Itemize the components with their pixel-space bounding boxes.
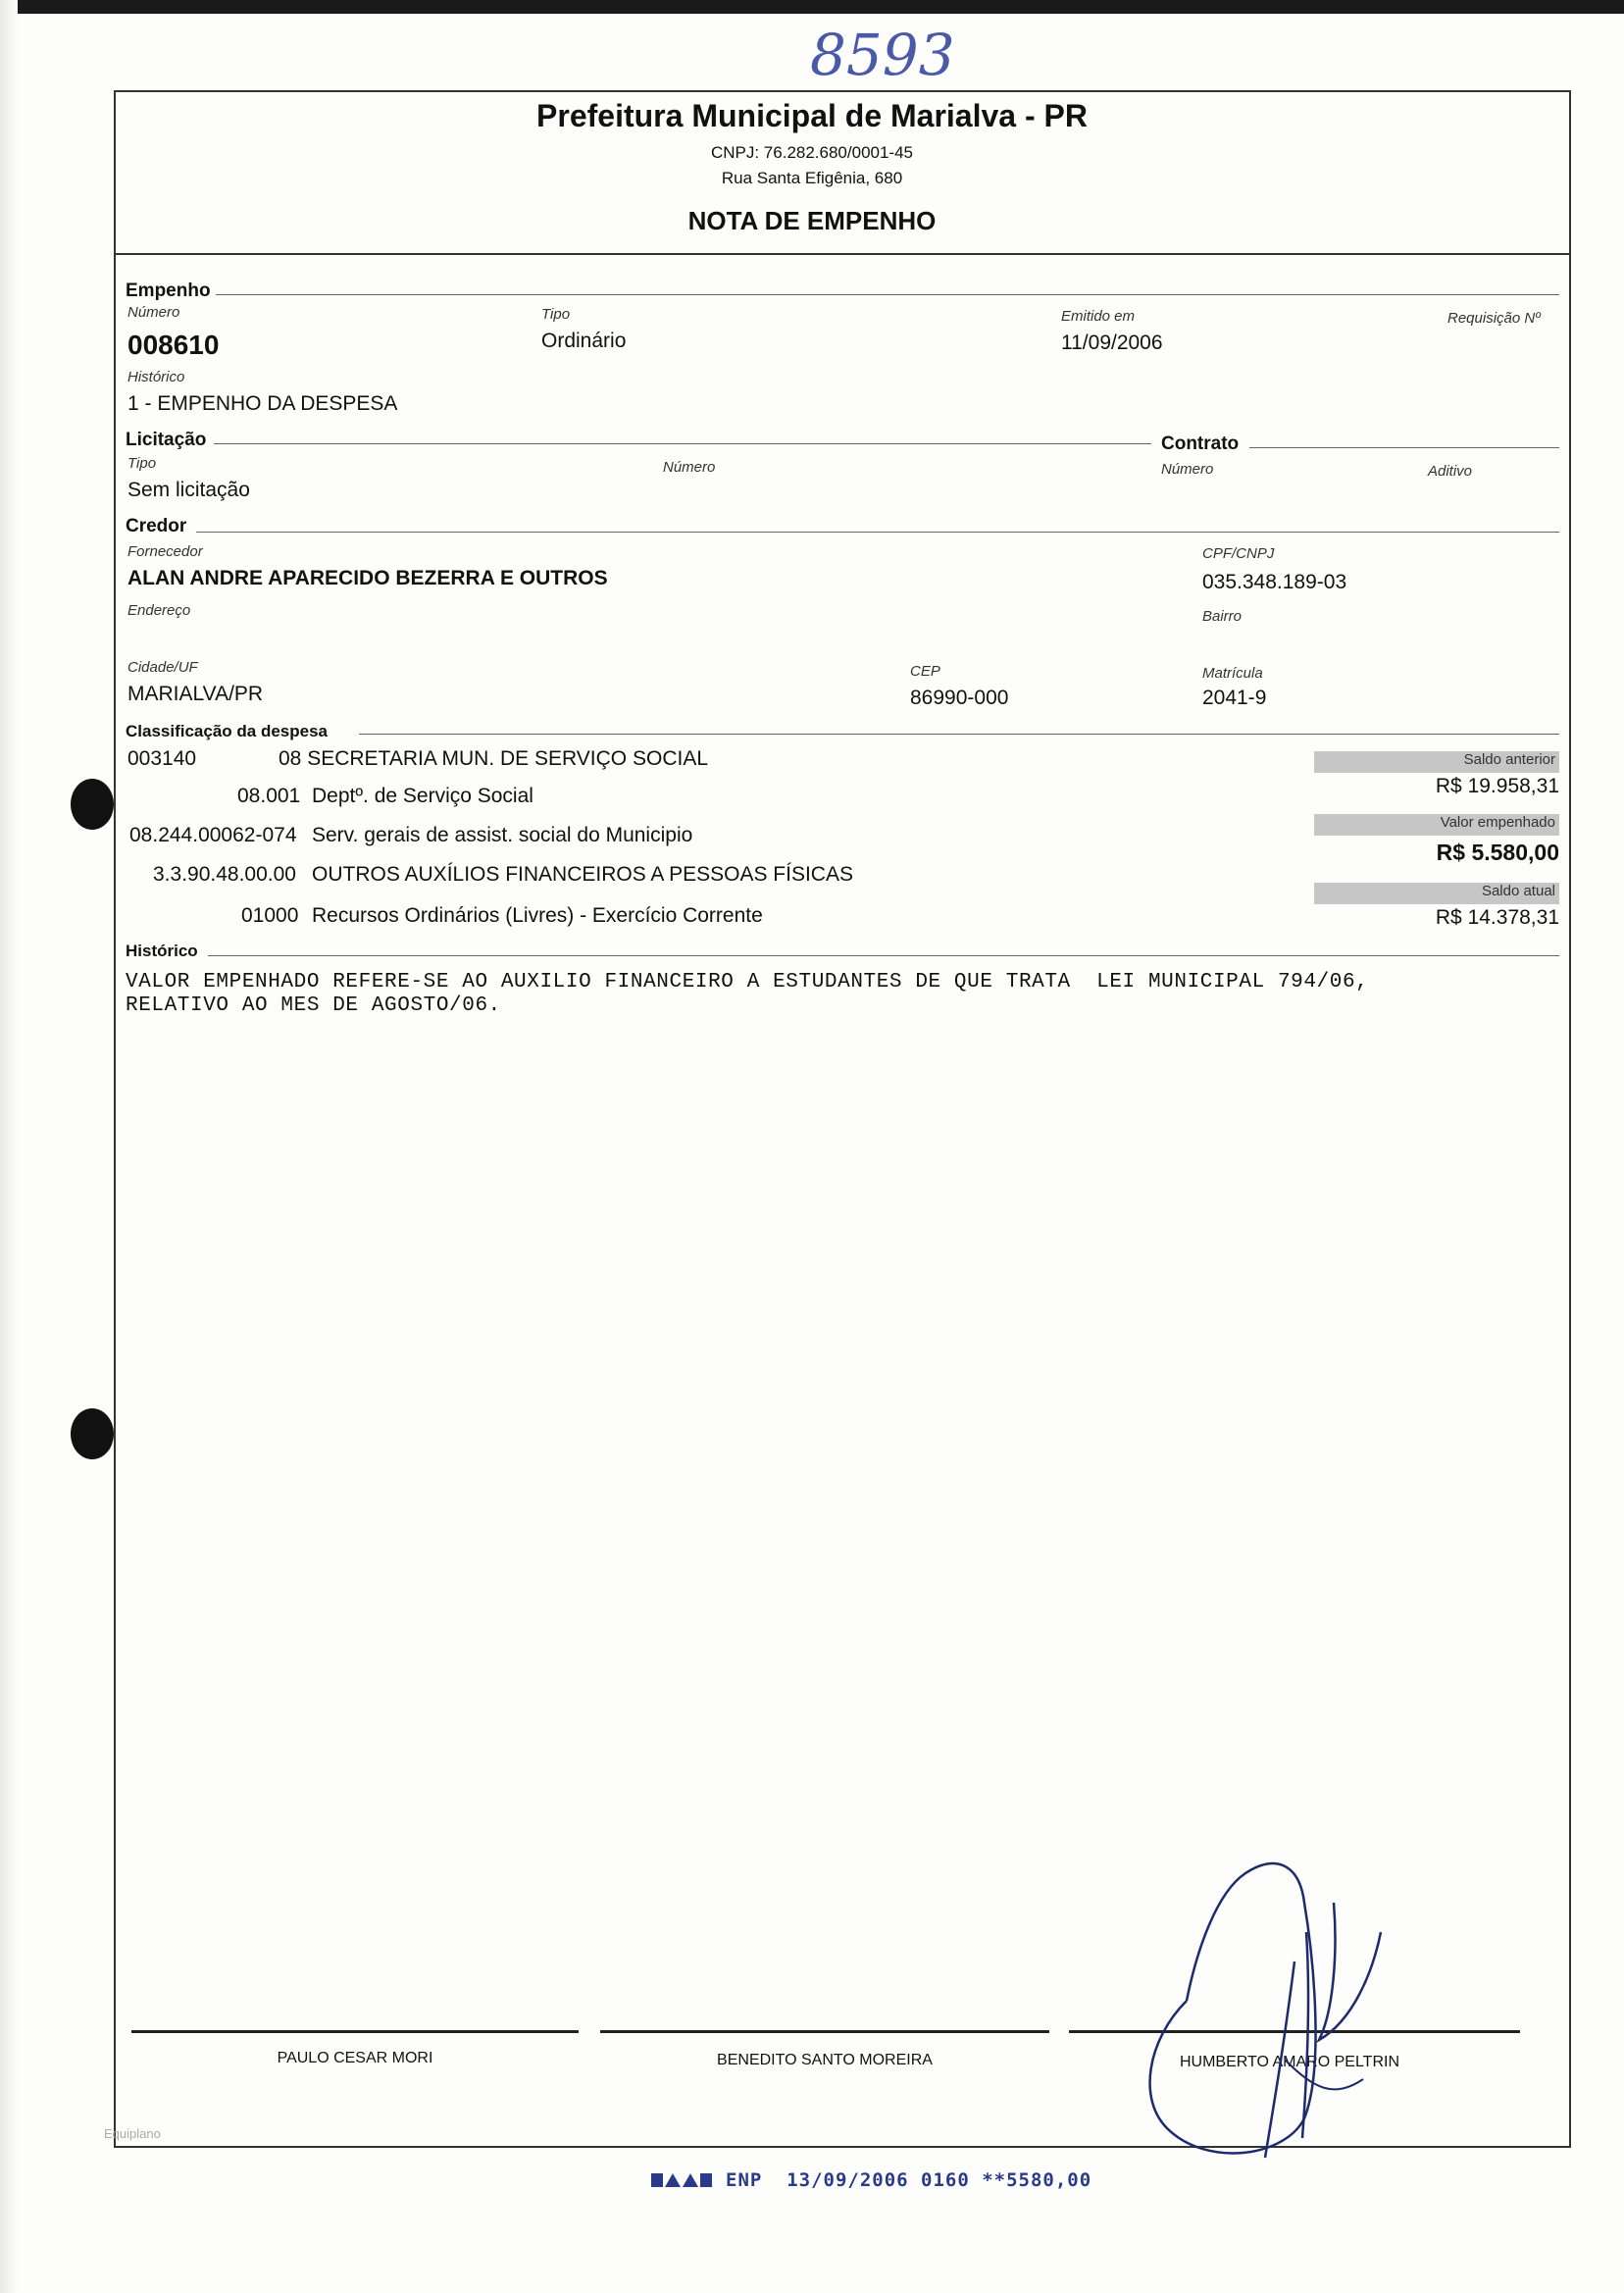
contrato-numero-label: Número bbox=[1161, 461, 1214, 478]
class-text: OUTROS AUXÍLIOS FINANCEIROS A PESSOAS FÍSICAS bbox=[312, 863, 853, 886]
signature-line bbox=[131, 2030, 579, 2033]
matricula: 2041-9 bbox=[1202, 687, 1267, 709]
class-text: Recursos Ordinários (Livres) - Exercício Corrente bbox=[312, 904, 763, 927]
fornecedor: ALAN ANDRE APARECIDO BEZERRA E OUTROS bbox=[127, 567, 608, 589]
section-licitacao: Licitação bbox=[126, 430, 207, 450]
page-title: Prefeitura Municipal de Marialva - PR bbox=[536, 98, 1088, 133]
divider bbox=[196, 532, 1559, 533]
class-code: 3.3.90.48.00.00 bbox=[153, 863, 296, 886]
divider bbox=[359, 734, 1559, 735]
punch-hole bbox=[71, 1408, 114, 1459]
historico-line: VALOR EMPENHADO REFERE-SE AO AUXILIO FINANCEIRO A ESTUDANTES DE QUE TRATA LEI MUNICIPAL 794/06, bbox=[126, 971, 1369, 994]
section-contrato: Contrato bbox=[1161, 433, 1240, 454]
divider bbox=[214, 443, 1151, 444]
valor-empenhado: R$ 5.580,00 bbox=[1436, 840, 1559, 865]
historico-line: RELATIVO AO MES DE AGOSTO/06. bbox=[126, 994, 501, 1017]
class-code: 08.001 bbox=[237, 785, 301, 807]
cep-label: CEP bbox=[910, 663, 940, 680]
section-empenho: Empenho bbox=[126, 280, 211, 301]
cash-register-stamp bbox=[651, 2169, 1091, 2191]
matricula-label: Matrícula bbox=[1202, 665, 1263, 682]
signatory-name: BENEDITO SANTO MOREIRA bbox=[717, 2052, 933, 2068]
handwritten-number: 8593 bbox=[810, 22, 955, 88]
section-credor: Credor bbox=[126, 516, 187, 536]
class-text: 08 SECRETARIA MUN. DE SERVIÇO SOCIAL bbox=[279, 747, 709, 770]
class-code: 01000 bbox=[241, 904, 299, 927]
scan-top-edge bbox=[0, 0, 1624, 14]
historico-label: Histórico bbox=[127, 369, 185, 385]
licitacao-tipo: Sem licitação bbox=[127, 479, 250, 501]
emitido-date: 11/09/2006 bbox=[1061, 331, 1163, 354]
scan-left-edge bbox=[0, 0, 18, 2293]
empenho-historico: 1 - EMPENHO DA DESPESA bbox=[127, 392, 398, 415]
emitido-label: Emitido em bbox=[1061, 308, 1136, 325]
divider bbox=[216, 294, 1559, 295]
signatory-name: PAULO CESAR MORI bbox=[277, 2050, 433, 2066]
contrato-aditivo-label: Aditivo bbox=[1428, 463, 1473, 480]
punch-hole bbox=[71, 779, 114, 830]
requisicao-label: Requisição Nº bbox=[1447, 310, 1541, 327]
section-historico: Histórico bbox=[126, 942, 198, 960]
cep: 86990-000 bbox=[910, 687, 1009, 709]
saldo-atual-label: Saldo atual bbox=[1314, 883, 1559, 904]
saldo-anterior-label: Saldo anterior bbox=[1314, 751, 1559, 773]
section-classificacao: Classificação da despesa bbox=[126, 722, 329, 740]
stamp-logo-icon bbox=[651, 2170, 712, 2190]
divider bbox=[1249, 447, 1559, 448]
licitacao-numero-label: Número bbox=[663, 459, 716, 476]
divider bbox=[208, 955, 1559, 956]
fornecedor-label: Fornecedor bbox=[127, 543, 203, 560]
signature-line bbox=[600, 2030, 1049, 2033]
valor-empenhado-label: Valor empenhado bbox=[1314, 814, 1559, 836]
class-text: Deptº. de Serviço Social bbox=[312, 785, 533, 807]
numero-label: Número bbox=[127, 304, 180, 321]
handwritten-signature bbox=[1128, 1844, 1422, 2167]
licitacao-tipo-label: Tipo bbox=[127, 455, 157, 472]
class-code: 003140 bbox=[127, 747, 197, 770]
bairro-label: Bairro bbox=[1202, 608, 1243, 625]
address: Rua Santa Efigênia, 680 bbox=[721, 169, 903, 187]
class-text: Serv. gerais de assist. social do Municipio bbox=[312, 824, 693, 846]
stamp-text: ENP 13/09/2006 0160 **5580,00 bbox=[726, 2169, 1092, 2191]
software-label: Equiplano bbox=[104, 2126, 161, 2141]
cnpj: CNPJ: 76.282.680/0001-45 bbox=[710, 143, 914, 162]
saldo-atual: R$ 14.378,31 bbox=[1435, 906, 1559, 929]
doc-title: NOTA DE EMPENHO bbox=[687, 206, 937, 235]
header-separator bbox=[114, 253, 1571, 255]
cpf: 035.348.189-03 bbox=[1202, 571, 1347, 593]
saldo-anterior: R$ 19.958,31 bbox=[1435, 775, 1559, 797]
class-code: 08.244.00062-074 bbox=[129, 824, 297, 846]
empenho-tipo: Ordinário bbox=[541, 330, 627, 352]
cidade: MARIALVA/PR bbox=[127, 683, 264, 705]
empenho-numero: 008610 bbox=[127, 330, 220, 360]
cpf-label: CPF/CNPJ bbox=[1202, 545, 1275, 562]
tipo-label: Tipo bbox=[541, 306, 571, 323]
endereco-label: Endereço bbox=[127, 602, 191, 619]
signatory-name: HUMBERTO AMARO PELTRIN bbox=[1179, 2054, 1400, 2070]
cidade-label: Cidade/UF bbox=[127, 659, 198, 676]
